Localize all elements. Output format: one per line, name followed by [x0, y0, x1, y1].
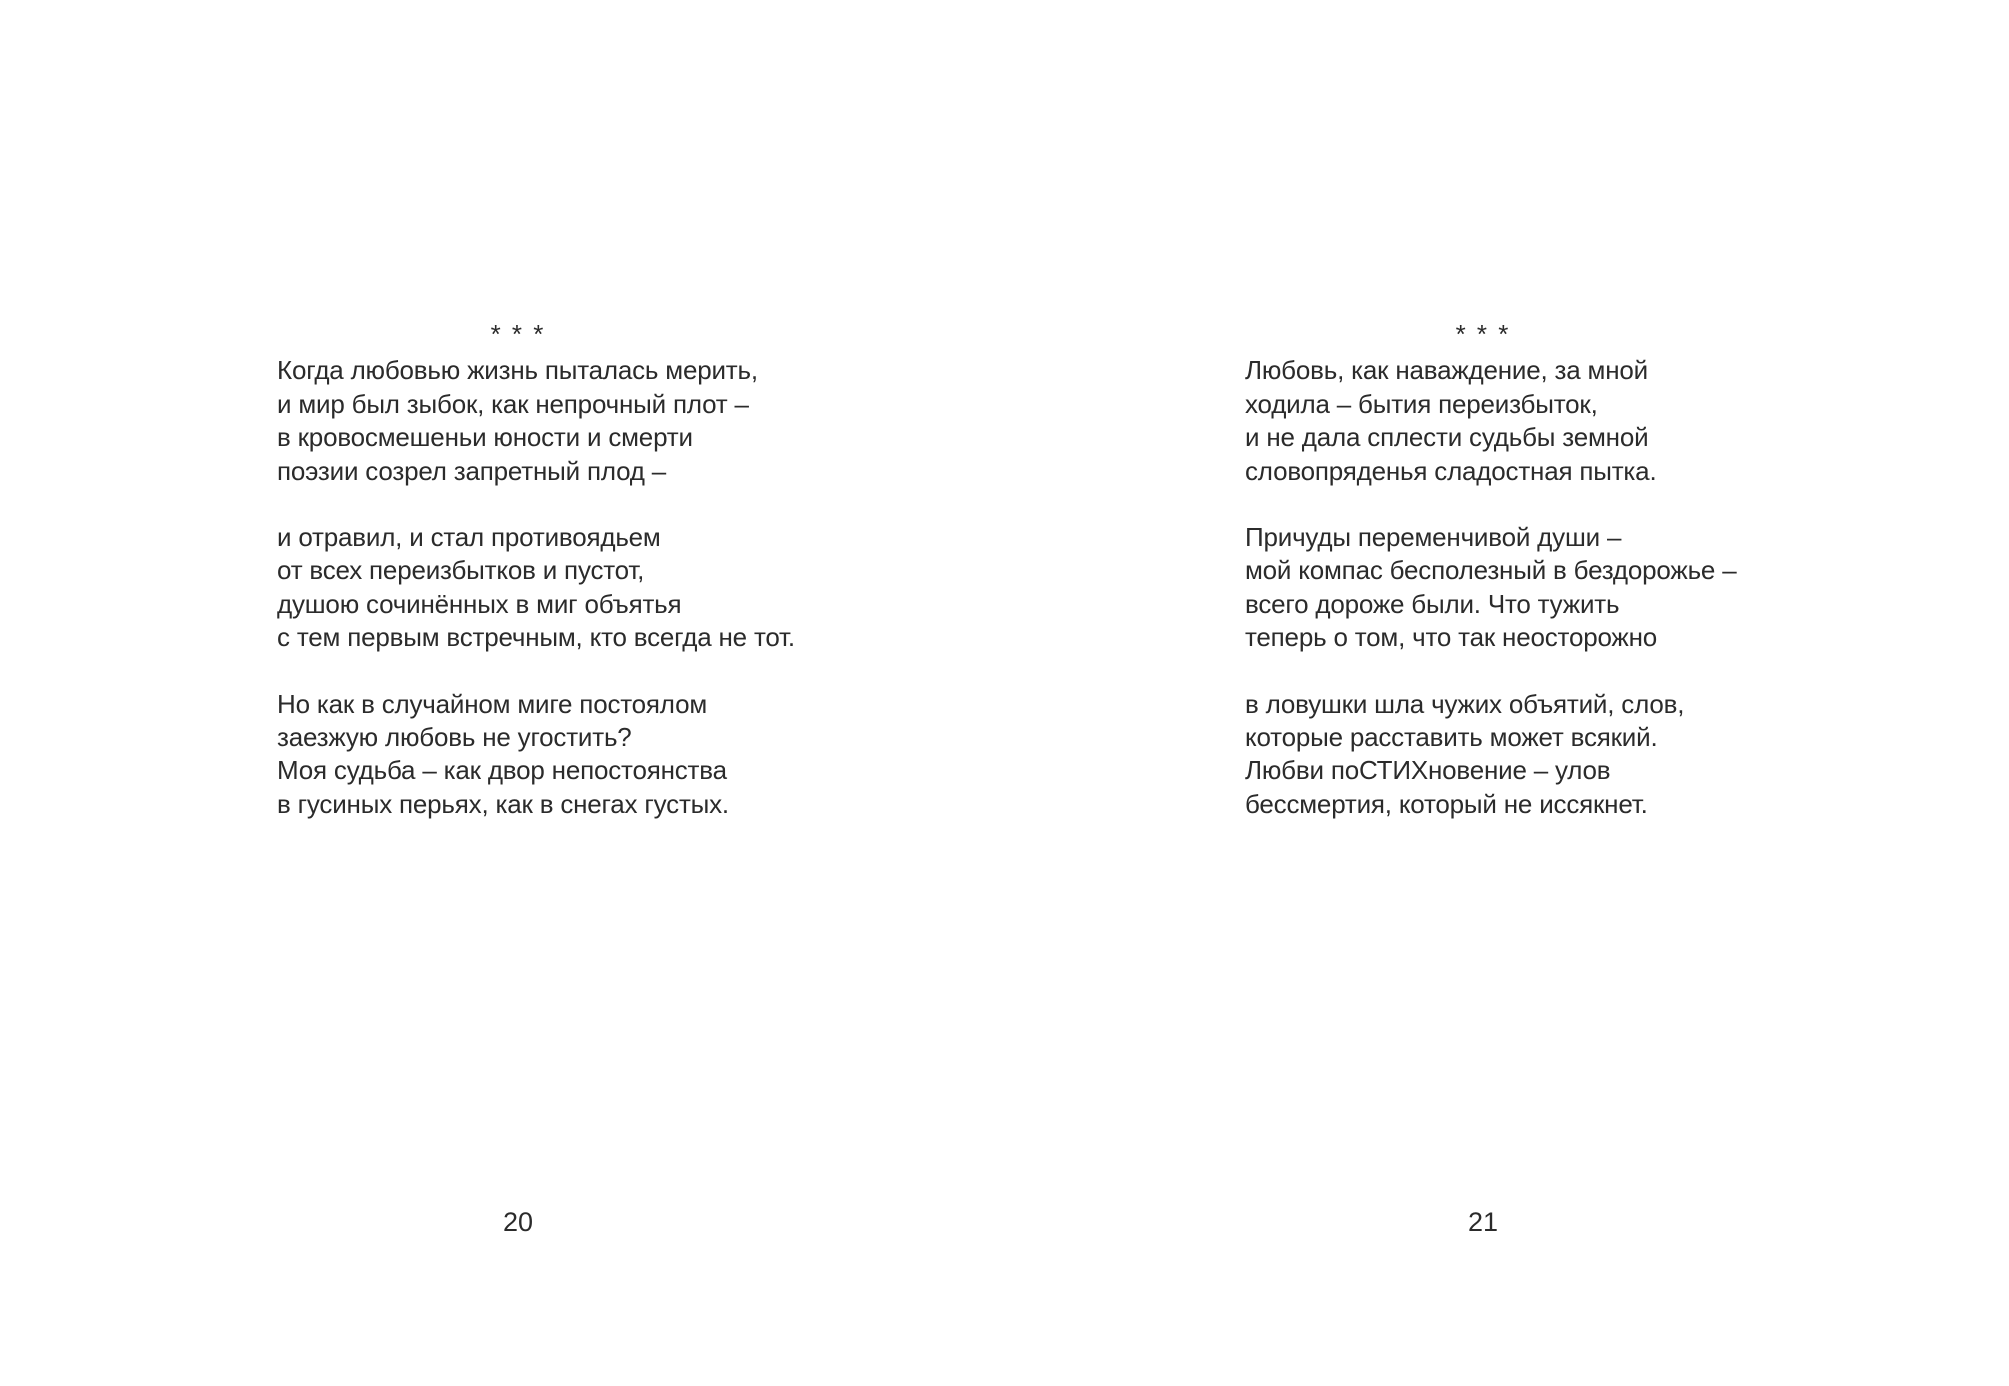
stanza — [1245, 521, 1737, 655]
stanza — [277, 354, 759, 488]
stanza — [1245, 688, 1721, 822]
poem-line: ходила – бытия переизбыток, — [1245, 388, 1598, 419]
poem-line: поэзии созрел запретный плод – — [277, 455, 667, 486]
poem-line: Любви поСТИХновение – улов — [1245, 755, 1611, 786]
poem-line: Моя судьба – как двор непостоянства — [277, 755, 727, 786]
poem-line: словопряденья сладостная пытка. — [1245, 455, 1657, 486]
poem-line: Любовь, как наваждение, за мной — [1245, 355, 1648, 386]
poem-line: душою сочинённых в миг объятья — [277, 588, 682, 619]
left-page-poem — [277, 318, 795, 821]
poem-line: Когда любовью жизнь пыталась мерить, — [277, 355, 758, 386]
poem-line: и не дала сплести судьбы земной — [1245, 422, 1649, 453]
poem-line: теперь о том, что так неосторожно — [1245, 622, 1658, 653]
poem-line: мой компас бесполезный в бездорожье – — [1245, 555, 1737, 586]
poem-line: Но как в случайном миге постоялом — [277, 688, 708, 719]
poem-line: в гусиных перьях, как в снегах густых. — [277, 788, 729, 819]
poem-line: бессмертия, который не иссякнет. — [1245, 788, 1648, 819]
poem-line: от всех переизбытков и пустот, — [277, 555, 645, 586]
right-page-poem — [1245, 318, 1737, 821]
poem-line: и мир был зыбок, как непрочный плот – — [277, 388, 749, 419]
poem-line: и отравил, и стал противоядьем — [277, 522, 661, 553]
section-marker: * * * — [490, 319, 546, 349]
poem-line: в кровосмешеньи юности и смерти — [277, 422, 693, 453]
poem-line: в ловушки шла чужих объятий, слов, — [1245, 688, 1685, 719]
poem-line: которые расставить может всякий. — [1245, 722, 1658, 753]
stanza — [277, 688, 759, 822]
page-number-left: 20 — [502, 1207, 534, 1237]
poem-line: Причуды переменчивой души – — [1245, 522, 1622, 553]
poem-line: всего дороже были. Что тужить — [1245, 588, 1620, 619]
section-marker: * * * — [1455, 319, 1511, 349]
poem-line: с тем первым встречным, кто всегда не тот. — [277, 622, 795, 653]
stanza — [1245, 354, 1721, 488]
poem-line: заезжую любовь не угостить? — [277, 722, 632, 753]
stanza — [277, 521, 795, 655]
page-number-right: 21 — [1467, 1207, 1499, 1237]
